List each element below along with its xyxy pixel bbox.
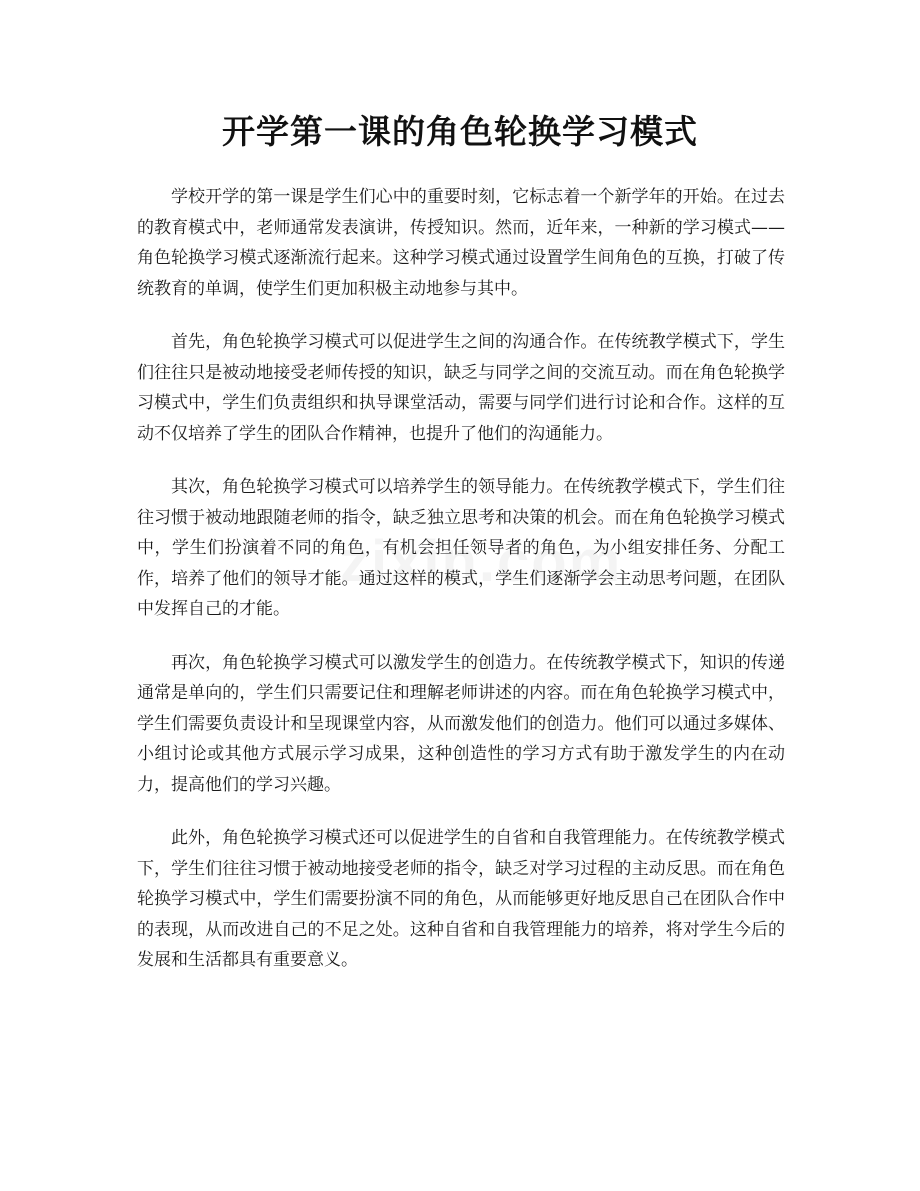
paragraph-5: 此外，角色轮换学习模式还可以促进学生的自省和自我管理能力。在传统教学模式下，学生们往往习惯于被动地接受老师的指令，缺乏对学习过程的主动反思。而在角色轮换学习模式中，学生们需要扮演不同的角色，从而能够更好地反思自己在团队合作中的表现，从而改进自己的不足之处。这种自省和自我管理能力的培养，将对学生今后的发展和生活都具有重要意义。 <box>137 828 785 970</box>
paragraph-4: 再次，角色轮换学习模式可以激发学生的创造力。在传统教学模式下，知识的传递通常是单向的，学生们只需要记住和理解老师讲述的内容。而在角色轮换学习模式中，学生们需要负责设计和呈现课堂内容，从而激发他们的创造力。他们可以通过多媒体、小组讨论或其他方式展示学习成果，这种创造性的学习方式有助于激发学生的内在动力，提高他们的学习兴趣。 <box>137 652 785 795</box>
paragraph-2: 首先，角色轮换学习模式可以促进学生之间的沟通合作。在传统教学模式下，学生们往往只是被动地接受老师传授的知识，缺乏与同学之间的交流互动。而在角色轮换学习模式中，学生们负责组织和执导课堂活动，需要与同学们进行讨论和合作。这样的互动不仅培养了学生的团队合作精神，也提升了他们的沟通能力。 <box>137 332 785 444</box>
document-title: 开学第一课的角色轮换学习模式 <box>222 112 698 151</box>
document-body <box>137 182 785 999</box>
paragraph-1: 学校开学的第一课是学生们心中的重要时刻，它标志着一个新学年的开始。在过去的教育模式中，老师通常发表演讲，传授知识。然而，近年来，一种新的学习模式——角色轮换学习模式逐渐流行起来。这种学习模式通过设置学生间角色的互换，打破了传统教育的单调，使学生们更加积极主动地参与其中。 <box>137 187 785 299</box>
paragraph-3: 其次，角色轮换学习模式可以培养学生的领导能力。在传统教学模式下，学生们往往习惯于被动地跟随老师的指令，缺乏独立思考和决策的机会。而在角色轮换学习模式中，学生们扮演着不同的角色，有机会担任领导者的角色，为小组安排任务、分配工作，培养了他们的领导才能。通过这样的模式，学生们逐渐学会主动思考问题，在团队中发挥自己的才能。 <box>137 477 785 619</box>
